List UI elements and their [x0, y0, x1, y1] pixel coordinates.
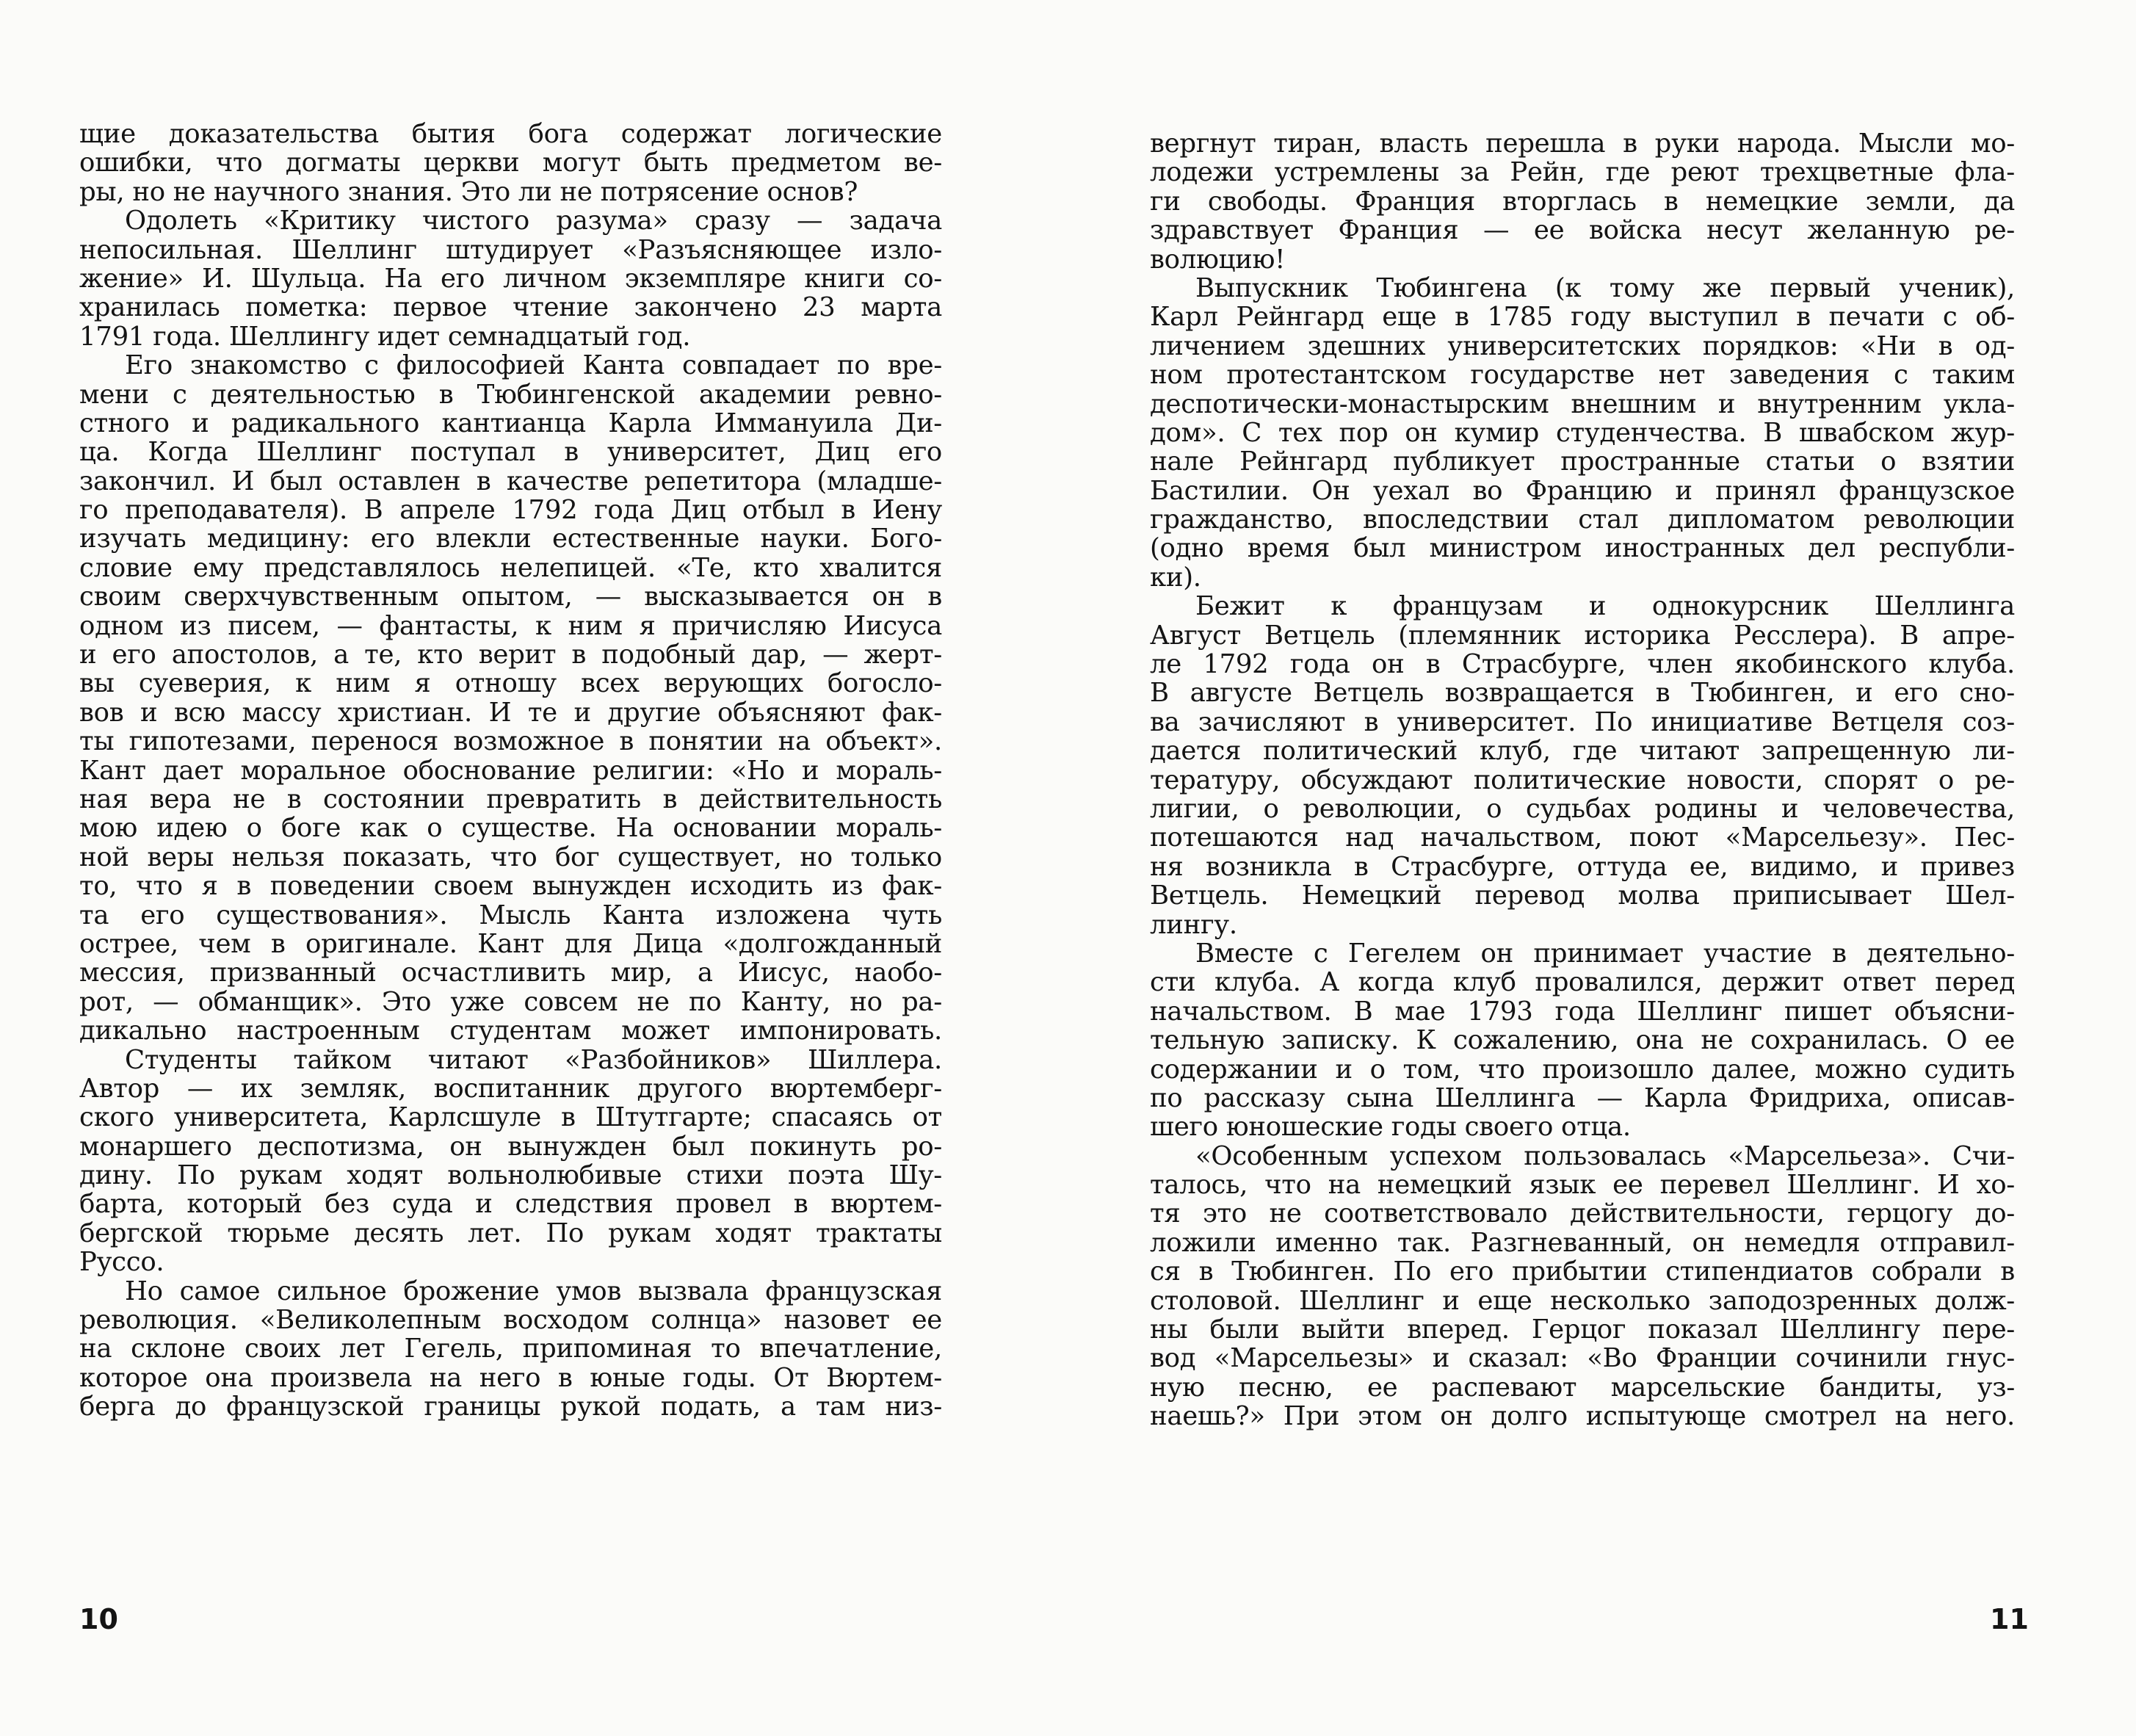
- text-line: тя это не соответствовало действительности, герцогу до-: [1150, 1199, 2015, 1229]
- text-line: берга до французской границы рукой подать, а там низ-: [79, 1392, 942, 1422]
- text-line: хранилась пометка: первое чтение закончено 23 марта: [79, 293, 942, 322]
- text-line: дикально настроенным студентам может импонировать.: [79, 1016, 942, 1046]
- text-line: щие доказательства бытия бога содержат логические: [79, 120, 942, 149]
- text-line: Кант дает моральное обоснование религии: «Но и мораль-: [79, 756, 942, 785]
- text-line: го преподавателя). В апреле 1792 года Диц отбыл в Иену: [79, 496, 942, 525]
- text-line: ги свободы. Франция вторглась в немецкие земли, да: [1150, 187, 2015, 217]
- text-line: ва зачисляют в университет. По инициативе Ветцеля соз-: [1150, 707, 2015, 737]
- text-line: стного и радикального кантианца Карла Иммануила Ди-: [79, 408, 942, 438]
- text-line: на склоне своих лет Гегель, припоминая то впечатление,: [79, 1334, 942, 1364]
- text-line: сти клуба. А когда клуб провалился, держит ответ перед: [1150, 968, 2015, 997]
- text-line: деспотически-монастырским внешним и внутренним укла-: [1150, 389, 2015, 419]
- text-line: потешаются над начальством, поют «Марсельезу». Пес-: [1150, 823, 2015, 853]
- text-line: столовой. Шеллинг и еще несколько заподозренных долж-: [1150, 1286, 2015, 1316]
- text-line: ной веры нельзя показать, что бог существует, но только: [79, 842, 942, 872]
- text-line: Вместе с Гегелем он принимает участие в деятельно-: [1195, 938, 2015, 969]
- text-line: Руссо.: [79, 1248, 164, 1277]
- text-line: ную песню, ее распевают марсельские бандиты, уз-: [1150, 1372, 2015, 1403]
- text-line: непосильная. Шеллинг штудирует «Разъясняющее изло-: [79, 235, 942, 264]
- text-line: ки).: [1150, 563, 1201, 593]
- text-line: ны были выйти вперед. Герцог показал Шеллингу пере-: [1150, 1315, 2015, 1345]
- text-line: ты гипотезами, перенося возможное в понятии на объект».: [79, 727, 942, 756]
- text-line: вергнут тиран, власть перешла в руки народа. Мысли мо-: [1150, 129, 2015, 159]
- text-line: ского университета, Карлсшуле в Штутгарте; спасаясь от: [79, 1103, 942, 1132]
- text-line: гражданство, впоследствии стал дипломатом революции: [1150, 505, 2015, 535]
- text-line: словие ему представлялось нелепицей. «Те, кто хвалится: [79, 553, 942, 583]
- text-line: Выпускник Тюбингена (к тому же первый ученик),: [1195, 273, 2015, 303]
- text-line: начальством. В мае 1793 года Шеллинг пишет объясни-: [1150, 997, 2015, 1027]
- text-line: лигии, о революции, о судьбах родины и человечества,: [1150, 794, 2015, 824]
- right-page-text: [1150, 129, 2015, 1431]
- text-line: Карл Рейнгард еще в 1785 году выступил в печати с об-: [1150, 303, 2015, 332]
- text-line: барта, который без суда и следствия провел в вюртем-: [79, 1190, 942, 1219]
- text-line: которое она произвела на него в юные годы. От Вюртем-: [79, 1363, 942, 1393]
- text-line: здравствует Франция — ее войска несут желанную ре-: [1150, 216, 2015, 245]
- text-line: ры, но не научного знания. Это ли не потрясение основ?: [79, 177, 858, 207]
- text-line: нале Рейнгард публикует пространные статьи о взятии: [1150, 447, 2015, 477]
- left-page-text: [79, 120, 942, 1422]
- text-line: личением здешних университетских порядков: «Ни в од-: [1150, 331, 2015, 361]
- text-line: дом». С тех пор он кумир студенчества. В швабском жур-: [1150, 418, 2015, 448]
- text-line: та его существования». Мысль Канта изложена чуть: [79, 900, 942, 930]
- text-line: лодежи устремлены за Рейн, где реют трехцветные фла-: [1150, 158, 2015, 187]
- text-line: вов и всю массу христиан. И те и другие объясняют фак-: [79, 698, 942, 728]
- text-line: тературу, обсуждают политические новости, спорят о ре-: [1150, 765, 2015, 795]
- text-line: Студенты тайком читают «Разбойников» Шиллера.: [125, 1045, 942, 1074]
- text-line: тельную записку. К сожалению, она не сохранилась. О ее: [1150, 1026, 2015, 1055]
- text-line: и его апостолов, а те, кто верит в подобный дар, — жерт-: [79, 640, 942, 670]
- text-line: изучать медицину: его влекли естественные науки. Бого-: [79, 524, 942, 554]
- text-line: вы суеверия, к ним я отношу всех верующих богосло-: [79, 669, 942, 698]
- text-line: ная вера не в состоянии превратить в действительность: [79, 784, 942, 814]
- text-line: (одно время был министром иностранных дел республи-: [1150, 534, 2015, 563]
- text-line: «Особенным успехом пользовалась «Марсельеза». Счи-: [1195, 1141, 2015, 1171]
- text-line: монаршего деспотизма, он вынужден был покинуть ро-: [79, 1132, 942, 1162]
- text-line: Бежит к французам и однокурсник Шеллинга: [1195, 592, 2015, 621]
- text-line: талось, что на немецкий язык ее перевел Шеллинг. И хо-: [1150, 1171, 2015, 1200]
- text-line: ошибки, что догматы церкви могут быть предметом ве-: [79, 148, 942, 178]
- page-number-left: 10: [79, 1603, 118, 1635]
- page-number-right: 11: [1990, 1603, 2029, 1635]
- text-line: мени с деятельностью в Тюбингенской академии ревно-: [79, 380, 942, 409]
- text-line: шего юношеские годы своего отца.: [1150, 1113, 1631, 1142]
- text-line: рот, — обманщик». Это уже совсем не по Канту, но ра-: [79, 987, 942, 1017]
- text-line: ложили именно так. Разгневанный, он немедля отправил-: [1150, 1228, 2015, 1258]
- text-line: лингу.: [1150, 910, 1237, 939]
- text-line: острее, чем в оригинале. Кант для Дица «долгожданный: [79, 929, 942, 959]
- text-line: одном из писем, — фантасты, к ним я причисляю Иисуса: [79, 611, 942, 641]
- text-line: жение» И. Шульца. На его личном экземпляре книги со-: [79, 264, 942, 294]
- text-line: Но самое сильное брожение умов вызвала французская: [125, 1276, 942, 1306]
- text-line: закончил. И был оставлен в качестве репетитора (младше-: [79, 466, 942, 496]
- text-line: мессия, призванный осчастливить мир, а Иисус, наобо-: [79, 958, 942, 988]
- text-line: 1791 года. Шеллингу идет семнадцатый год.: [79, 322, 691, 352]
- text-line: мою идею о боге как о существе. На основании мораль-: [79, 814, 942, 843]
- text-line: наешь?» При этом он долго испытующе смотрел на него.: [1150, 1402, 2015, 1431]
- text-line: по рассказу сына Шеллинга — Карла Фридриха, описав-: [1150, 1083, 2015, 1113]
- text-line: Бастилии. Он уехал во Францию и принял французское: [1150, 476, 2015, 506]
- text-line: ле 1792 года он в Страсбурге, член якобинского клуба.: [1150, 650, 2015, 679]
- text-line: вод «Марсельезы» и сказал: «Во Франции сочинили гнус-: [1150, 1344, 2015, 1373]
- text-line: волюцию!: [1150, 245, 1286, 274]
- text-line: ня возникла в Страсбурге, оттуда ее, видимо, и привез: [1150, 852, 2015, 882]
- text-line: Ветцель. Немецкий перевод молва приписывает Шел-: [1150, 881, 2015, 911]
- text-line: В августе Ветцель возвращается в Тюбинген, и его сно-: [1150, 679, 2015, 708]
- text-line: дину. По рукам ходят вольнолюбивые стихи поэта Шу-: [79, 1161, 942, 1190]
- text-line: то, что я в поведении своем вынужден исходить из фак-: [79, 872, 942, 901]
- text-line: ном протестантском государстве нет заведения с таким: [1150, 361, 2015, 390]
- text-line: содержании и о том, что произошло далее, можно судить: [1150, 1055, 2015, 1084]
- text-line: революция. «Великолепным восходом солнца» назовет ее: [79, 1306, 942, 1335]
- text-line: Автор — их земляк, воспитанник другого вюртемберг-: [79, 1074, 942, 1104]
- text-line: Одолеть «Критику чистого разума» сразу — задача: [125, 206, 942, 236]
- text-line: ся в Тюбинген. По его прибытии стипендиатов собрали в: [1150, 1257, 2015, 1287]
- text-line: ца. Когда Шеллинг поступал в университет, Диц его: [79, 438, 942, 467]
- right-page: [1068, 0, 2136, 1736]
- text-line: Его знакомство с философией Канта совпадает по вре-: [125, 351, 942, 380]
- text-line: своим сверхчувственным опытом, — высказывается он в: [79, 582, 942, 612]
- text-line: дается политический клуб, где читают запрещенную ли-: [1150, 737, 2015, 766]
- text-line: бергской тюрьме десять лет. По рукам ходят трактаты: [79, 1218, 942, 1248]
- text-line: Август Ветцель (племянник историка Ресслера). В апре-: [1150, 621, 2015, 651]
